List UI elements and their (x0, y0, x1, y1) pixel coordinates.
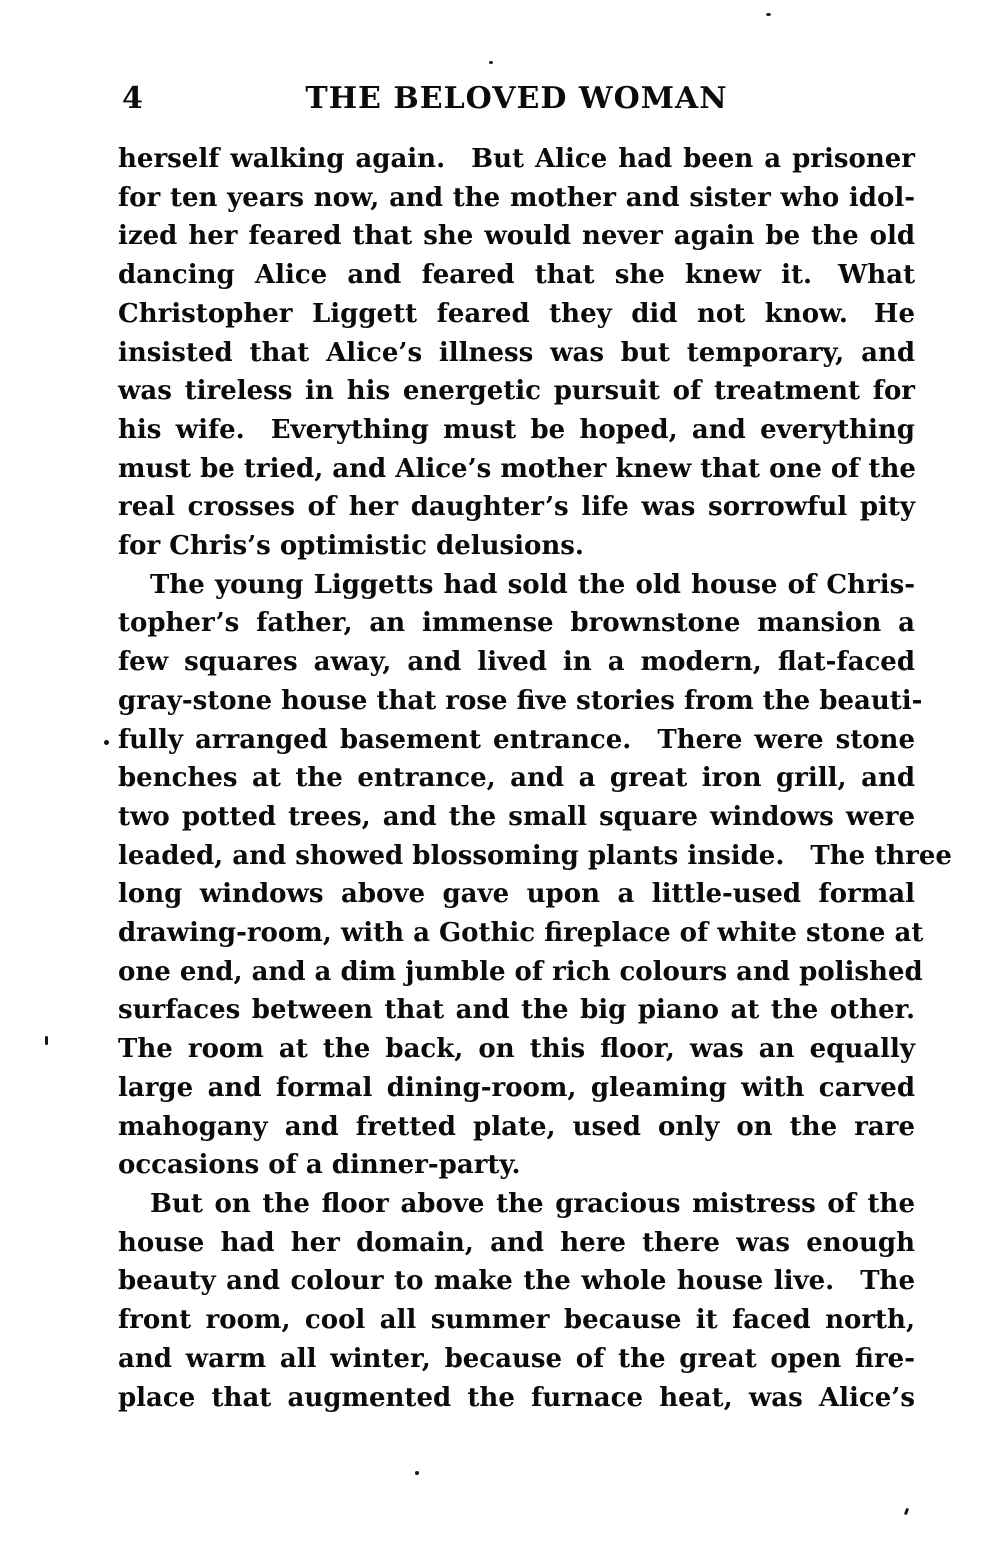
text-line: large and formal dining-room, gleaming with carved (118, 1072, 915, 1103)
text-line: was tireless in his energetic pursuit of treatment for (118, 376, 915, 407)
text-line: place that augmented the furnace heat, was Alice’s (118, 1382, 915, 1413)
text-line: insisted that Alice’s illness was but temporary, and (118, 337, 915, 368)
text-line: must be tried, and Alice’s mother knew that one of the (118, 453, 916, 484)
text-line: mahogany and fretted plate, used only on the rare (118, 1111, 915, 1142)
text-line: long windows above gave upon a little-used formal (118, 879, 915, 910)
text-line: for ten years now, and the mother and sister who idol- (118, 182, 915, 213)
text-line: real crosses of her daughter’s life was sorrowful pity (118, 492, 915, 523)
text-line: The young Liggetts had sold the old house of Chris- (150, 569, 915, 600)
text-line: surfaces between that and the big piano at the other. (118, 995, 915, 1026)
text-line: leaded, and showed blossoming plants inside. The three (118, 840, 952, 871)
text-line: occasions of a dinner-party. (118, 1150, 521, 1181)
text-line: herself walking again. But Alice had been a prisoner (118, 144, 915, 174)
text-line: front room, cool all summer because it faced north, (118, 1305, 915, 1336)
page-number: 4 (122, 81, 143, 116)
scan-speck (104, 740, 109, 745)
scan-speck (766, 13, 771, 16)
text-line: house had her domain, and here there was enough (118, 1227, 915, 1258)
text-line: few squares away, and lived in a modern, flat-faced (118, 647, 915, 678)
running-title: THE BELOVED WOMAN (305, 81, 728, 116)
text-line: fully arranged basement entrance. There were stone (118, 724, 915, 755)
text-line: drawing-room, with a Gothic fireplace of white stone at (118, 918, 924, 949)
text-line: and warm all winter, because of the great open fire- (118, 1343, 915, 1374)
text-line: ized her feared that she would never again be the old (118, 221, 915, 252)
scan-speck (415, 1471, 419, 1475)
text-line: two potted trees, and the small square windows were (118, 801, 915, 832)
text-line: Christopher Liggett feared they did not know. He (118, 298, 915, 329)
text-line: for Chris’s optimistic delusions. (118, 531, 584, 562)
text-line: his wife. Everything must be hoped, and everything (118, 414, 915, 445)
text-line: But on the floor above the gracious mistress of the (150, 1188, 915, 1219)
text-line: The room at the back, on this floor, was an equally (118, 1034, 915, 1065)
scan-speck (45, 1036, 48, 1045)
text-line: dancing Alice and feared that she knew it. What (118, 260, 915, 291)
text-line: gray-stone house that rose five stories from the beauti- (118, 685, 923, 716)
text-line: benches at the entrance, and a great iron grill, and (118, 763, 915, 794)
page-header (118, 82, 915, 116)
text-block (118, 140, 952, 1417)
scan-speck (904, 1508, 909, 1516)
text-line: topher’s father, an immense brownstone mansion a (118, 608, 915, 639)
text-line: one end, and a dim jumble of rich colours and polished (118, 956, 923, 987)
scan-speck (489, 61, 493, 64)
text-line: beauty and colour to make the whole house live. The (118, 1266, 915, 1297)
